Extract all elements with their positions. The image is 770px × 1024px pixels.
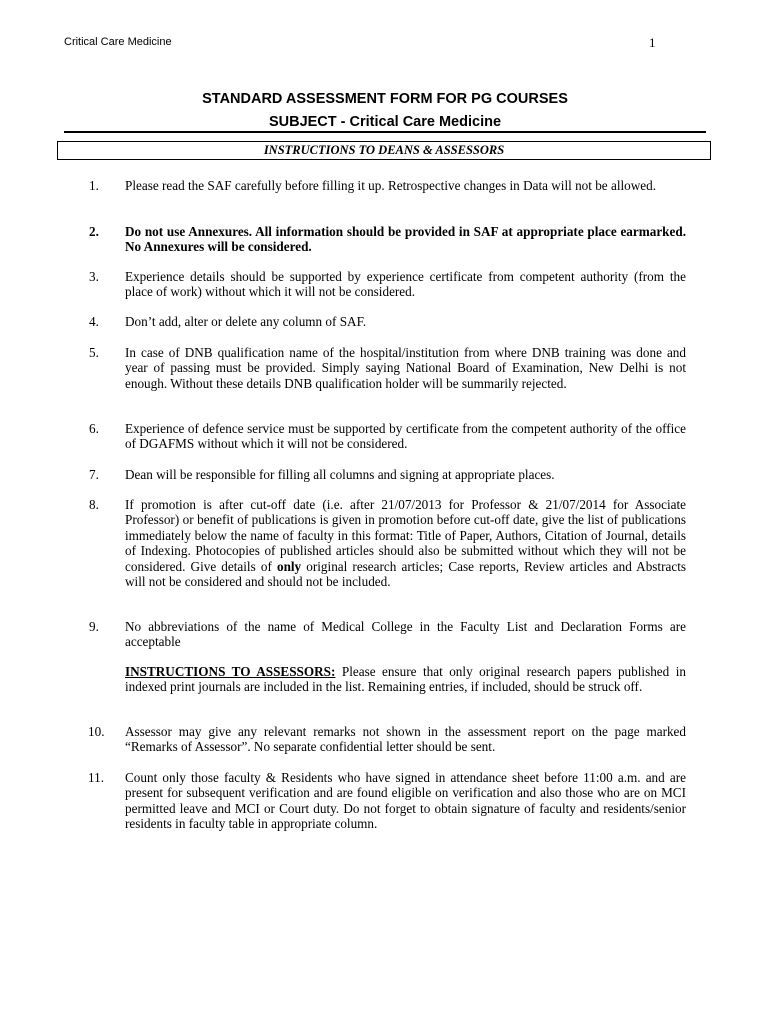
page-number: 1 (649, 35, 656, 50)
item-text-part: If promotion is after cut-off date (i.e. after 21/07/2013 for Professor & 21/07/2014 for Associate Professor) or benefit of publications is given in promotion before cut-off date, give the list of publications immediately below the name of faculty in this format: Title of Paper, Authors, Citation of Journal, details of Indexing. Photocopies of published articles should also be submitted without which they will not be considered. Give details of (125, 497, 686, 574)
list-item (89, 224, 686, 255)
item-emphasis: only (276, 558, 302, 574)
item-text (125, 497, 686, 589)
subject-heading: SUBJECT - Critical Care Medicine (268, 114, 502, 130)
item-text-part: original research articles; Case reports, Review articles and Abstracts will not be considered and should not be included. (125, 558, 686, 590)
item-number: 11. (88, 770, 104, 785)
item-text: Count only those faculty & Residents who have signed in attendance sheet before 11:00 a.m. and are present for subsequent verification and are found eligible on verification and also those who are on MCI permitted leave and MCI or Court duty. Do not forget to obtain signature of faculty and residents/senior residents in faculty table in appropriate column. (125, 770, 686, 832)
list-item (88, 724, 686, 755)
list-item (89, 619, 686, 650)
document-title: STANDARD ASSESSMENT FORM FOR PG COURSES (202, 91, 568, 107)
instructions-box (57, 141, 711, 160)
assessor-instructions-text: Please ensure that only original research papers published in indexed print journals are included in the list. Remaining entries, if included, should be struck off. (125, 664, 686, 695)
list-item (89, 178, 686, 193)
item-number: 5. (89, 345, 99, 360)
list-item (89, 467, 686, 482)
item-text: In case of DNB qualification name of the hospital/institution from where DNB training was done and year of passing must be provided. Simply saying National Board of Examination, New Delhi is not enough. Without these details DNB qualification holder will be summarily rejected. (125, 345, 686, 391)
item-text: Dean will be responsible for filling all columns and signing at appropriate places. (125, 467, 555, 482)
running-header: Critical Care Medicine (64, 36, 172, 48)
item-number: 3. (89, 269, 99, 284)
item-text: Experience of defence service must be supported by certificate from the competent authority of the office of DGAFMS without which it will not be considered. (125, 421, 686, 452)
item-text: Experience details should be supported by experience certificate from competent authority (from the place of work) without which it will not be considered. (125, 269, 686, 300)
item-number: 6. (89, 421, 99, 436)
list-item (89, 345, 686, 391)
list-item (89, 314, 686, 329)
list-item (89, 421, 686, 452)
item-number: 1. (89, 178, 99, 193)
instructions-heading: INSTRUCTIONS TO DEANS & ASSESSORS (263, 143, 505, 157)
assessor-instructions-heading: INSTRUCTIONS TO ASSESSORS: (125, 664, 336, 679)
list-item (89, 497, 686, 590)
item-text: Do not use Annexures. All information should be provided in SAF at appropriate place earmarked. No Annexures will be considered. (125, 224, 686, 255)
item-text: Don’t add, alter or delete any column of SAF. (125, 314, 367, 329)
item-number: 8. (89, 497, 99, 512)
item-number: 9. (89, 619, 99, 634)
item-text: Assessor may give any relevant remarks not shown in the assessment report on the page marked “Remarks of Assessor”. No separate confidential letter should be sent. (125, 724, 686, 755)
item-number: 10. (88, 724, 105, 739)
item-text: Please read the SAF carefully before filling it up. Retrospective changes in Data will not be allowed. (125, 178, 657, 193)
item-number: 4. (89, 314, 99, 329)
assessor-instructions (125, 664, 686, 695)
item-number: 2. (89, 224, 99, 239)
item-number: 7. (89, 467, 99, 482)
subject-rule (64, 131, 706, 133)
list-item (88, 770, 686, 832)
item-text: No abbreviations of the name of Medical College in the Faculty List and Declaration Forms are acceptable (125, 619, 686, 650)
list-item (89, 269, 686, 300)
